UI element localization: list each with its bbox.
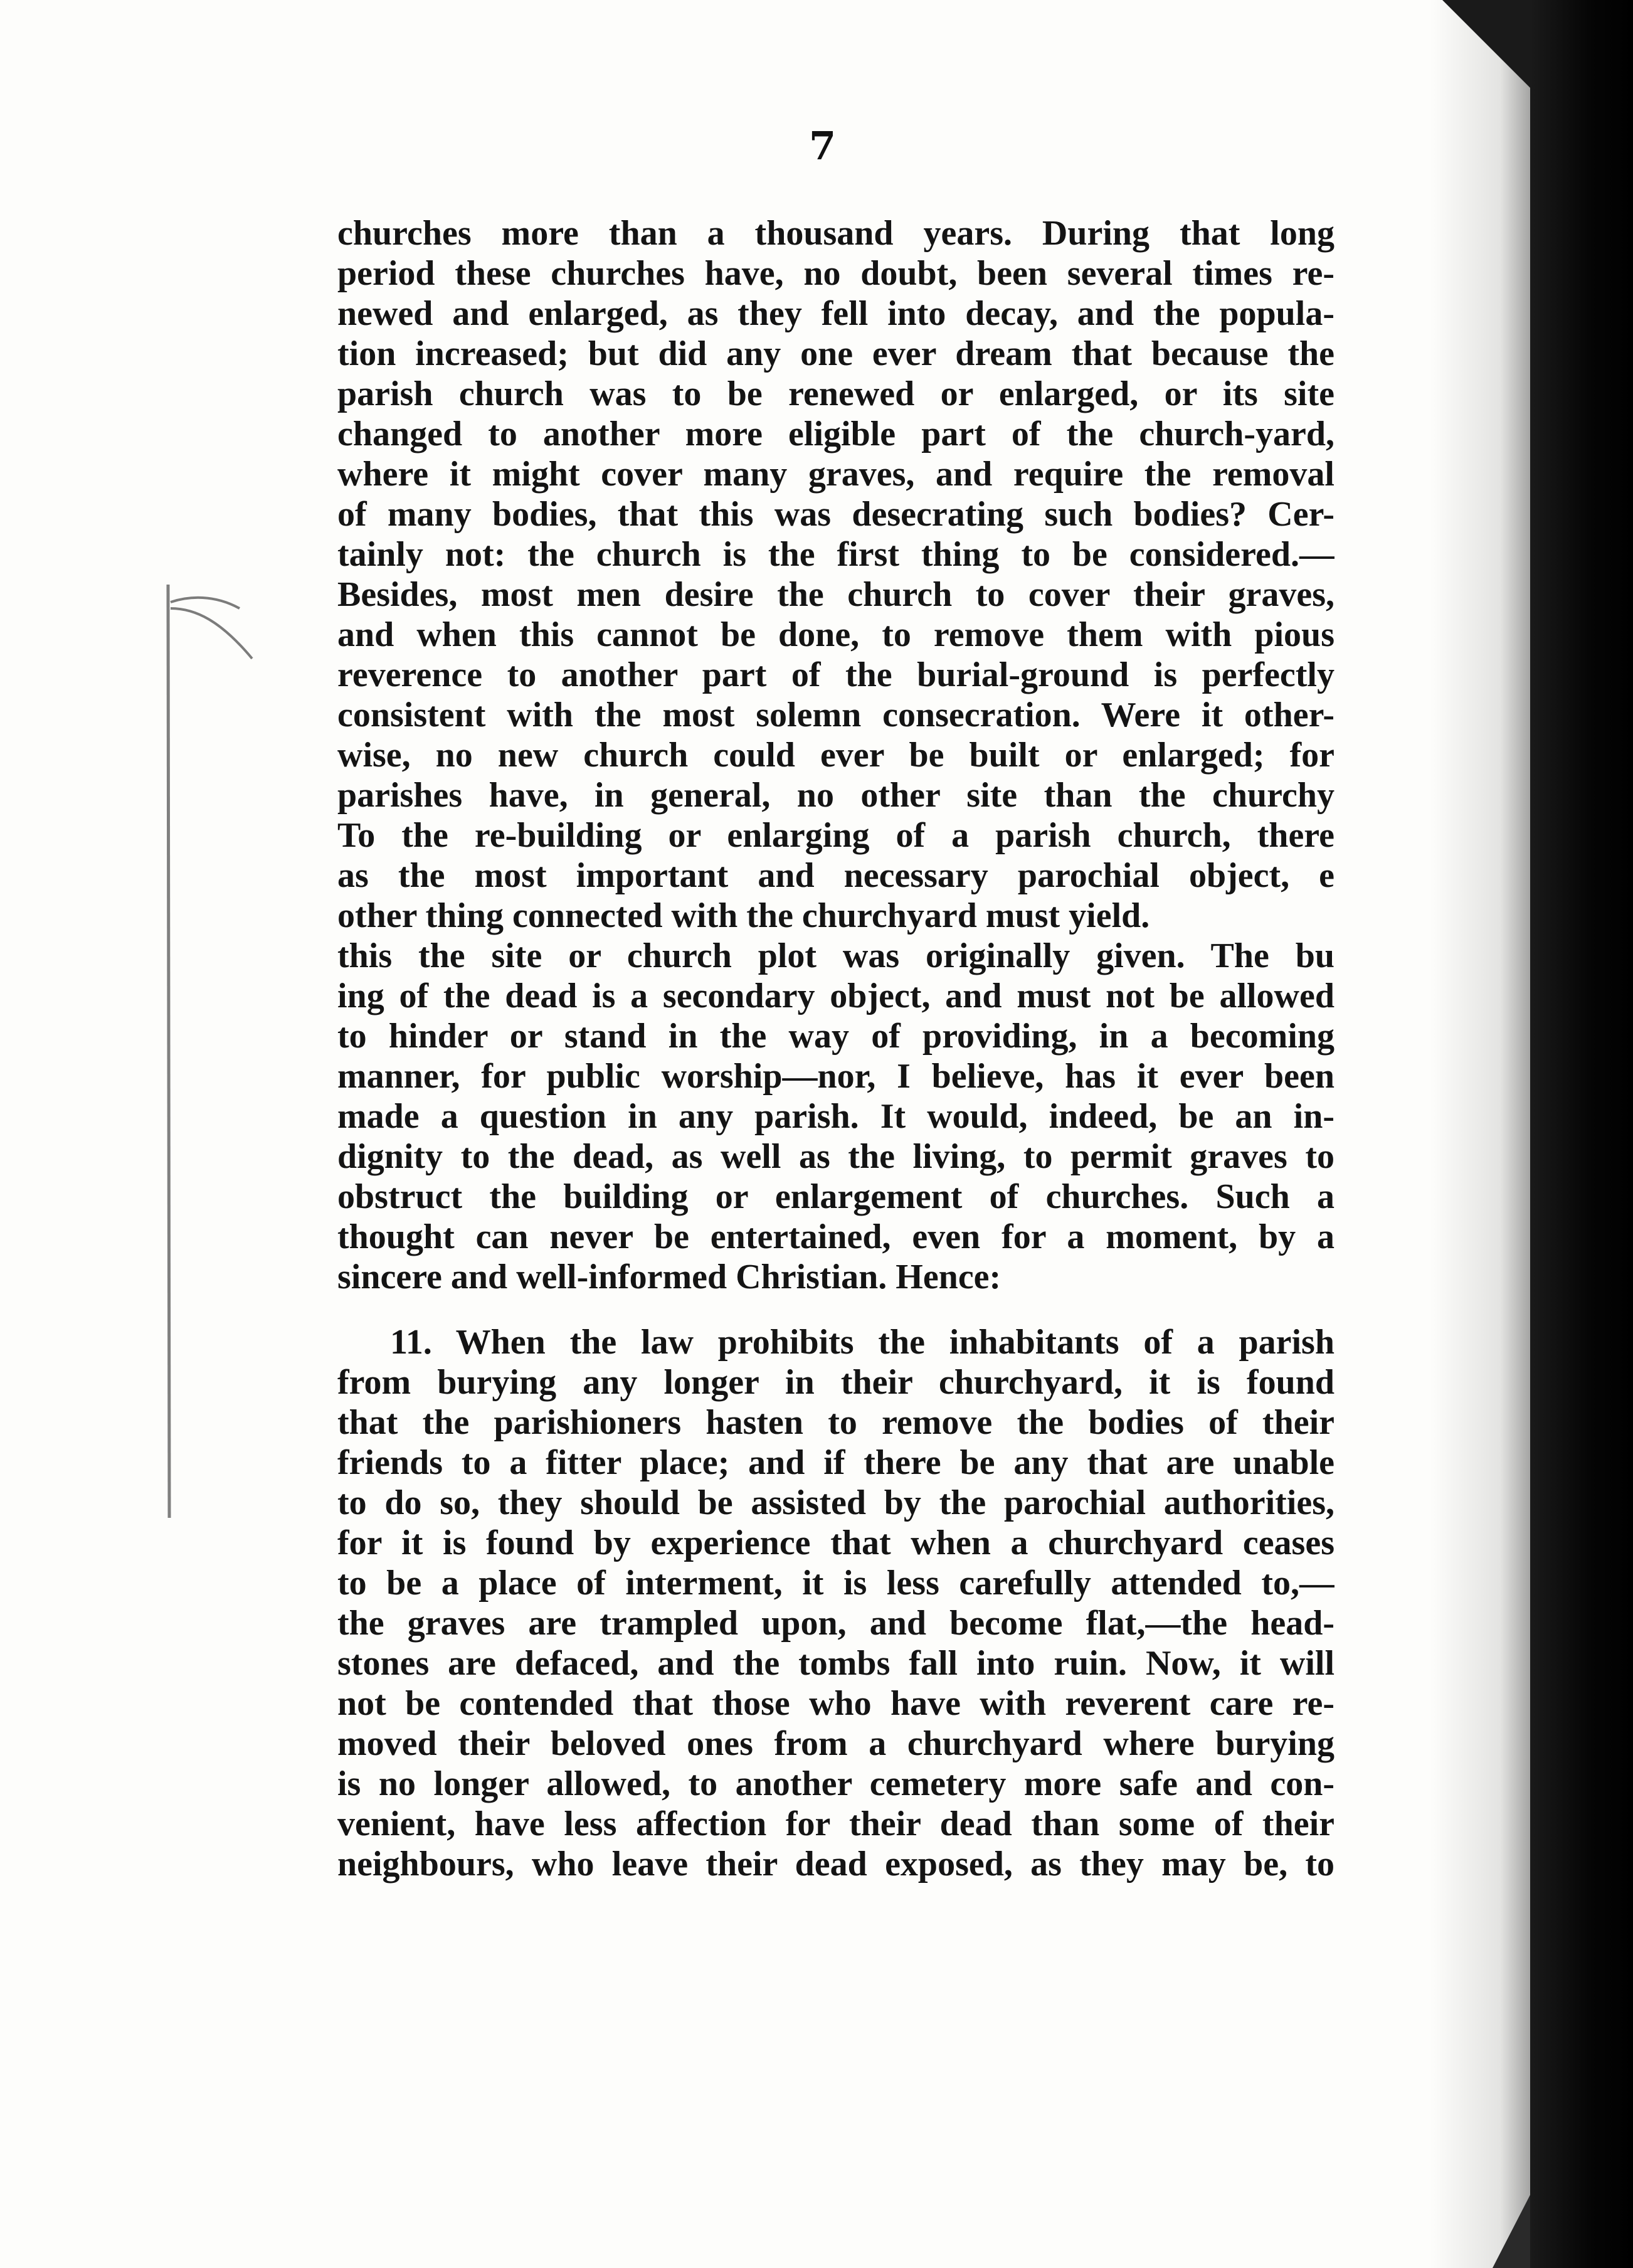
text-line: tion increased; but did any one ever dream that because the <box>337 334 1334 373</box>
page-edge-background <box>1530 0 1633 2268</box>
text-line: of many bodies, that this was desecrating such bodies? Cer- <box>337 495 1334 534</box>
text-line: from burying any longer in their churchyard, it is found <box>337 1363 1334 1402</box>
text-line: 11. When the law prohibits the inhabitants of a parish <box>390 1323 1334 1362</box>
page-number: 7 <box>809 123 837 169</box>
torn-corner-top <box>1442 0 1536 94</box>
text-line: neighbours, who leave their dead exposed, as they may be, to <box>337 1845 1334 1884</box>
page-fold-shadow <box>1430 0 1530 2268</box>
text-line: parishes have, in general, no other site than the churchy <box>337 776 1334 815</box>
text-line: moved their beloved ones from a churchyard where burying <box>337 1724 1334 1763</box>
text-line: not be contended that those who have with reverent care re- <box>337 1684 1334 1723</box>
text-line: churches more than a thousand years. During that long <box>337 214 1334 253</box>
margin-pencil-mark <box>164 583 265 1524</box>
text-line: the graves are trampled upon, and become flat,—the head- <box>337 1604 1334 1643</box>
text-line: to be a place of interment, it is less carefully attended to,— <box>337 1564 1334 1603</box>
text-line: where it might cover many graves, and require the removal <box>337 455 1334 494</box>
text-line: reverence to another part of the burial-ground is perfectly <box>337 655 1334 694</box>
text-line: Besides, most men desire the church to cover their graves, <box>337 575 1334 614</box>
text-line: ing of the dead is a secondary object, and must not be allowed <box>337 977 1334 1015</box>
text-line: friends to a fitter place; and if there be any that are unable <box>337 1443 1334 1482</box>
text-line: that the parishioners hasten to remove the bodies of their <box>337 1403 1334 1442</box>
text-line: and when this cannot be done, to remove them with pious <box>337 615 1334 654</box>
text-line: period these churches have, no doubt, been several times re- <box>337 254 1334 293</box>
text-line: stones are defaced, and the tombs fall into ruin. Now, it will <box>337 1644 1334 1683</box>
text-line: manner, for public worship—nor, I believe, has it ever been <box>337 1057 1334 1096</box>
body-text <box>337 213 1334 1884</box>
text-line: changed to another more eligible part of the church-yard, <box>337 415 1334 453</box>
text-line: obstruct the building or enlargement of churches. Such a <box>337 1177 1334 1216</box>
text-line: parish church was to be renewed or enlarged, or its site <box>337 374 1334 413</box>
text-line: made a question in any parish. It would, indeed, be an in- <box>337 1097 1334 1136</box>
text-line: sincere and well-informed Christian. Hence: <box>337 1258 1001 1296</box>
text-line: To the re-building or enlarging of a parish church, there <box>337 816 1334 855</box>
text-line: is no longer allowed, to another cemetery more safe and con- <box>337 1764 1334 1803</box>
text-line: as the most important and necessary parochial object, e <box>337 856 1334 895</box>
paragraph-1 <box>337 213 1334 1297</box>
text-line: consistent with the most solemn consecration. Were it other- <box>337 696 1334 734</box>
text-line: to hinder or stand in the way of providing, in a becoming <box>337 1017 1334 1056</box>
text-line: wise, no new church could ever be built or enlarged; for <box>337 736 1334 775</box>
text-line: dignity to the dead, as well as the living, to permit graves to <box>337 1137 1334 1176</box>
text-line: newed and enlarged, as they fell into decay, and the popula- <box>337 294 1334 333</box>
text-line: this the site or church plot was originally given. The bu <box>337 936 1334 975</box>
text-line: for it is found by experience that when a churchyard ceases <box>337 1523 1334 1562</box>
text-line: venient, have less affection for their dead than some of their <box>337 1804 1334 1843</box>
text-line: thought can never be entertained, even for a moment, by a <box>337 1217 1334 1256</box>
text-line: other thing connected with the churchyard must yield. <box>337 896 1150 935</box>
text-line: tainly not: the church is the first thing to be considered.— <box>337 535 1334 574</box>
text-line: to do so, they should be assisted by the parochial authorities, <box>337 1483 1334 1522</box>
paragraph-2 <box>337 1322 1334 1884</box>
